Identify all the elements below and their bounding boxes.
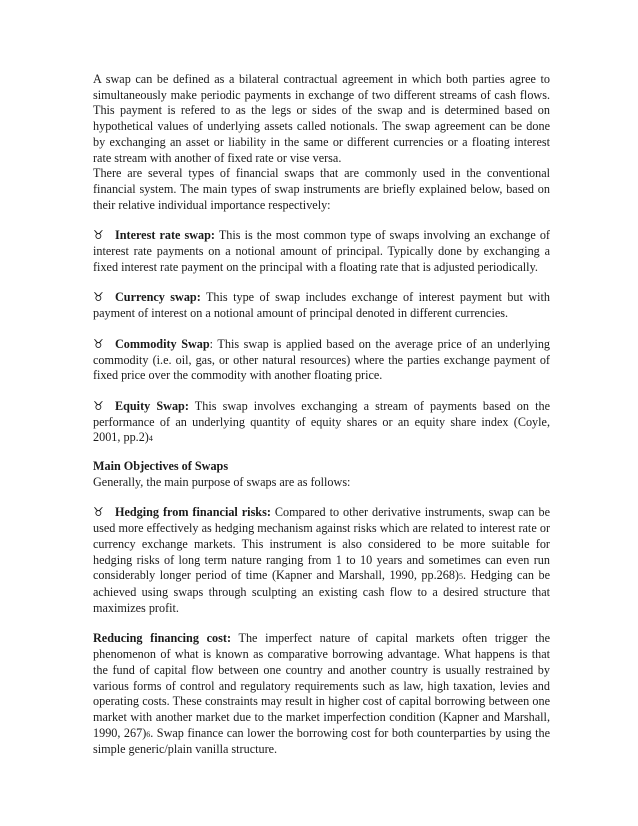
intro-paragraph-definition: A swap can be defined as a bilateral contractual agreement in which both parties agree to simultaneously make periodic payments in exchange of two different streams of cash flows. This payment is refered to as the legs or sides of the swap and is determined based on hypothetical values of underlying assets called notionals. The swap agreement can be done by exchanging an asset or liability in the same or different currencies or a floating interest rate stream with another of fixed rate or vise versa. (93, 72, 550, 165)
swap-type-currency (93, 290, 550, 321)
desc-financing-cont: . Swap finance can lower the borrowing cost for both counterparties by using the simple generic/plain vanilla structure. (93, 725, 551, 757)
objectives-intro: Generally, the main purpose of swaps are as follows: (93, 474, 351, 489)
term-reducing-financing-cost: Reducing financing cost: (93, 631, 232, 646)
footnote-ref: 5 (458, 572, 463, 582)
desc-financing: The imperfect nature of capital markets often trigger the phenomenon of what is known as comparative borrowing advantage. What happens is that the fund of capital flow between one country and another country is usually restrained by various forms of control and regulatory requirements such as law, high taxation, levies and operating costs. These constraints may result in higher cost of capital borrowing between one market with another market due to the market imperfection condition (Kapner and Marshall, 1990, 267) (93, 631, 551, 740)
desc-commodity-swap: : This swap is applied based on the average price of an underlying commodity (i.e. oil, gas, or other natural resources) where the parties exchange payment of fixed price over the commodity with another floating price. (93, 336, 551, 383)
term-hedging: Hedging from financial risks: (115, 505, 271, 520)
desc-hedging: Compared to other derivative instruments, swap can be used more effectively as hedging mechanism against risks which are related to interest rate or currency exchange markets. This instrument is also considered to be more suitable for hedging risks of long term nature ranging from 1 to 10 years and sometimes can even run considerably longer period of time (Kapner and Marshall, 1990, pp.268) (93, 505, 550, 583)
footnote-ref: 6 (146, 729, 151, 739)
swap-type-commodity (93, 337, 550, 384)
term-commodity-swap: Commodity Swap (115, 336, 210, 351)
taurus-bullet-icon: ♉ (93, 505, 104, 520)
term-currency-swap: Currency swap: (115, 290, 201, 305)
section-heading-objectives: Main Objectives of Swaps (93, 459, 229, 474)
desc-equity-swap: This swap involves exchanging a stream of payments based on the performance of an underlying quantity of equity shares or an equity share index (Coyle, 2001, pp.2) (93, 398, 551, 445)
swap-type-interest-rate (93, 228, 550, 275)
taurus-bullet-icon: ♉ (93, 336, 104, 351)
objective-hedging (93, 505, 550, 616)
objective-financing (93, 631, 550, 758)
footnote-ref: 4 (148, 434, 153, 444)
desc-hedging-cont: . Hedging can be achieved using swaps through sculpting an existing cash flow to a desired structure that maximizes profit. (93, 568, 550, 615)
taurus-bullet-icon: ♉ (93, 290, 104, 305)
term-interest-rate-swap: Interest rate swap: (115, 228, 215, 243)
taurus-bullet-icon: ♉ (93, 398, 104, 413)
desc-currency-swap: This type of swap includes exchange of interest payment but with payment of interest on a notional amount of principal denoted in different currencies. (93, 290, 550, 321)
swap-type-equity (93, 399, 550, 447)
term-equity-swap: Equity Swap: (115, 398, 189, 413)
desc-interest-rate-swap: This is the most common type of swaps involving an exchange of interest rate payments on a notional amount of principal. Typically done by exchanging a fixed interest rate payment on the principal with a floating rate that is adjusted periodically. (93, 228, 550, 274)
intro-paragraph-types: There are several types of financial swaps that are commonly used in the conventional financial system. The main types of swap instruments are briefly explained below, based on their relative individual importance respectively: (93, 166, 550, 212)
taurus-bullet-icon: ♉ (93, 228, 104, 243)
